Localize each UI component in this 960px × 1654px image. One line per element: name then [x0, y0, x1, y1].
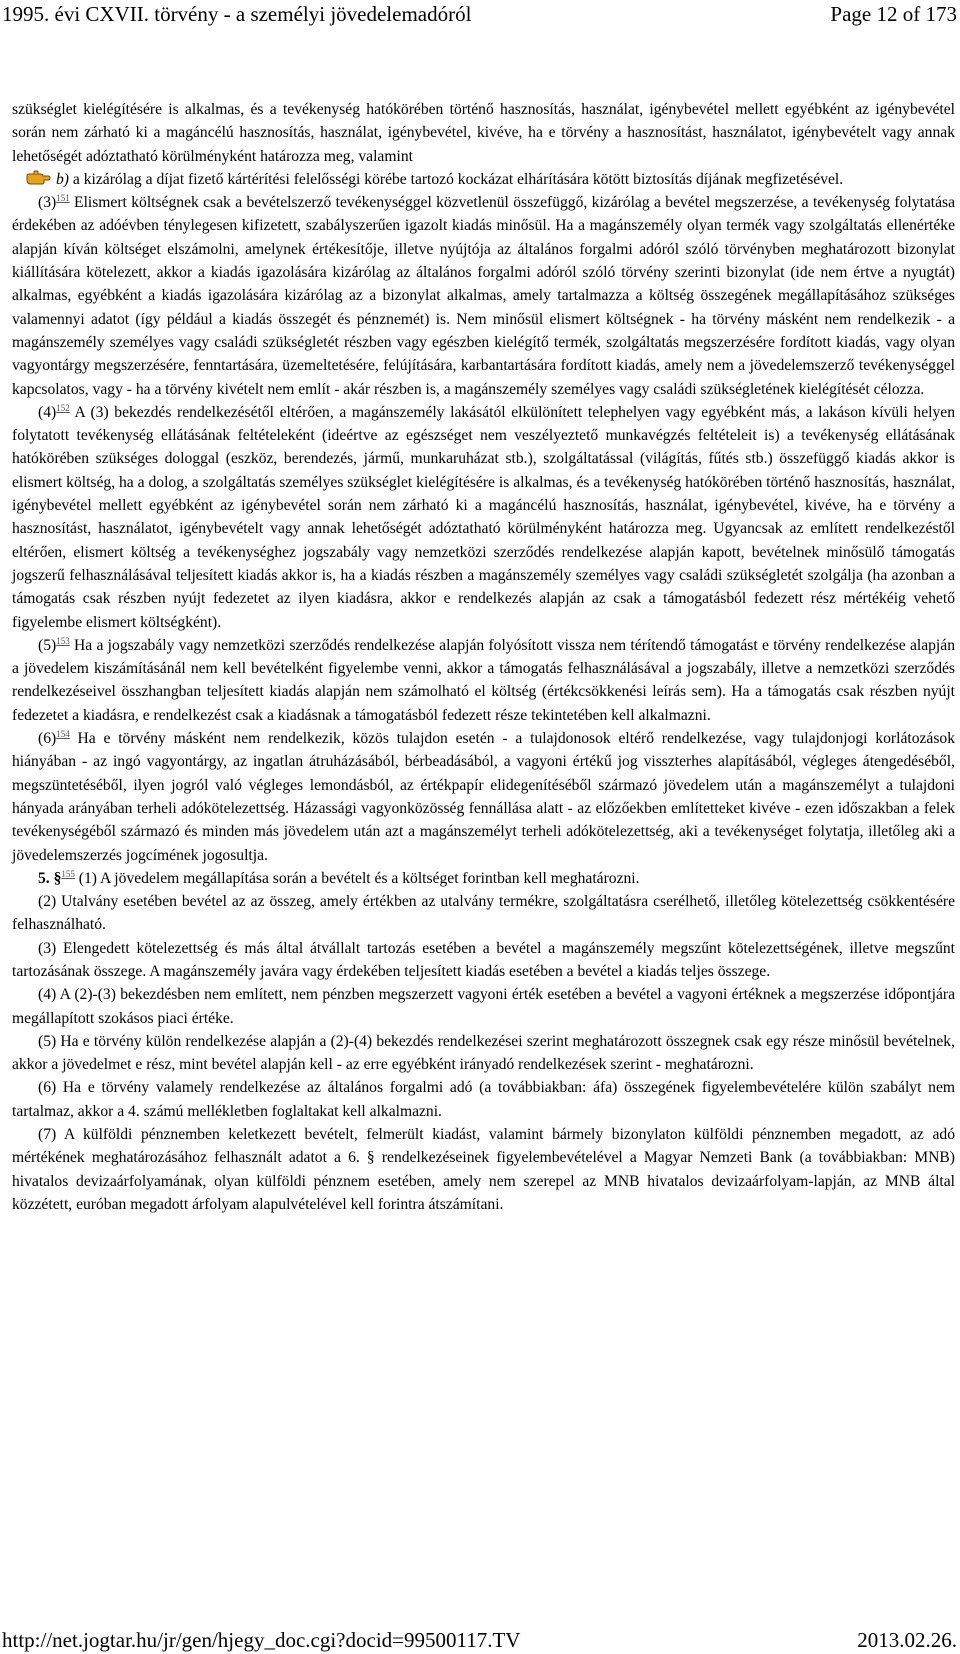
section-5-paragraph-1 — [12, 867, 955, 890]
page-indicator: Page 12 of 173 — [830, 2, 957, 26]
list-label: b) — [56, 170, 69, 188]
paragraph-4 — [12, 401, 955, 634]
paragraph-number: (4) — [38, 403, 57, 421]
document-date: 2013.02.26. — [857, 1628, 957, 1652]
paragraph-text: szükséglet kielégítésére is alkalmas, és a tevékenység hatókörében történő hasznosítás, használat, igénybevétel mellett egyébként az igénybevétel során nem zárható ki a magáncélú hasznosítás, használat, igénybevétel, kivéve, ha e törvény a hasznosítást, használatot, igénybevételt vagy annak lehetőségét adóztatható körülményként határozza meg, valamint — [12, 101, 955, 165]
paragraph-number: (3) — [38, 194, 57, 212]
paragraph-text: A (3) bekezdés rendelkezésétől eltérően, a magánszemély lakásától elkülönített telephelyen vagy egyébként más, a lakáson kívüli helyen folytatott tevékenység ellátásának feltételeként (ideértve az egészséget nem veszélyeztető munkavégzés feltételeit is) a tevékenység ellátásának hatókörében szükséges dologgal (eszköz, berendezés, jármű, munkaruházat stb.), szolgáltatással (világítás, fűtés stb.) összefüggő kiadás akkor is elismert költség, ha a dolog, a szolgáltatás személyes szükséglet kielégítésére is alkalmas, és a tevékenység hatókörében történő hasznosítás, használat, igénybevétel mellett egyébként az igénybevétel során nem zárható ki a magáncélú hasznosítás, használat, igénybevétel, kivéve, ha e törvény a hasznosítást, használatot, igénybevételt vagy annak lehetőségét adóztatható körülményként határozza meg. Ugyancsak az említett rendelkezéstől eltérően, elismert költség a tevékenységhez jogszabály vagy nemzetközi szerződés rendelkezése alapján kapott, bevételnek minősülő támogatás jogszerű felhasználásával teljesített kiadás akkor is, ha a kiadás részben a magánszemély személyes vagy családi szükségletét szolgálja (ha azonban a támogatás csak részben nyújt fedezetet az ilyen kiadásra, akkor e rendelkezés alapján az csak a támogatásból fedezett rész mértékéig vehető figyelembe elismert költségként). — [12, 403, 955, 631]
paragraph-6 — [12, 727, 955, 867]
section-heading: 5. § — [38, 869, 62, 887]
document-body — [12, 98, 955, 1216]
paragraph-text: (1) A jövedelem megállapítása során a bevételt és a költséget forintban kell meghatározni. — [74, 869, 640, 887]
page-header — [0, 0, 960, 30]
paragraph-text: Elismert költségnek csak a bevételszerző tevékenységgel közvetlenül összefüggő, kizárólag a bevétel megszerzése, a tevékenység folytatása érdekében az adóévben ténylegesen kifizetett, szabályszerűen igazolt kiadás minősül. Ha a magánszemély olyan termék vagy szolgáltatás ellenértéke alapján kíván költséget elszámolni, amelynek értékesítője, illetve nyújtója az általános forgalmi adóról szóló törvényben meghatározott bizonylat kiállítására kötelezett, akkor a kiadás igazolására kizárólag az általános forgalmi adóról szóló törvény szerinti bizonylat (ide nem értve a nyugtát) alkalmas, egyébként a kiadás igazolására kizárólag az a bizonylat alkalmas, amely tartalmazza a költség összegének megállapításához szükséges valamennyi adatot (így például a kiadás összegét és pénznemét) is. Nem minősül elismert költségnek - ha törvény másként nem rendelkezik - a magánszemély személyes vagy családi szükségletét részben vagy egészben kielégítő termék, szolgáltatás megszerzésére fordított kiadás, vagy olyan vagyontárgy megszerzésére, fenntartására, üzemeltetésére, felújítására, karbantartására fordított kiadás, amely nem a jövedelemszerző tevékenységgel kapcsolatos, vagy - ha a törvény kivételt nem említ - akár részben is, a magánszemély személyes vagy családi szükségletének kielégítését célozza. — [12, 194, 955, 398]
section-5-paragraph-5: (5) Ha e törvény külön rendelkezése alapján a (2)-(4) bekezdés rendelkezései szerint meghatározott összegnek csak egy része minősül bevételnek, akkor a jövedelmet e rész, mint bevétel alapján kell - az erre egyébként irányadó rendelkezések szerint - meghatározni. — [12, 1032, 955, 1074]
section-5-paragraph-7: (7) A külföldi pénznemben keletkezett bevételt, felmerült kiadást, valamint bármely bizonylaton külföldi pénznemben megadott, az adó mértékének meghatározásához felhasznált adatot a 6. § rendelkezéseinek figyelembevételével a Magyar Nemzeti Bank (a továbbiakban: MNB) hivatalos devizaárfolyamának, olyan külföldi pénznem esetében, amely nem szerepel az MNB hivatalos devizaárfolyam-lapján, az MNB által közzétett, euróban megadott árfolyam alapulvételével kell forintra átszámítani. — [12, 1126, 955, 1213]
page-footer — [0, 1626, 960, 1654]
source-url: http://net.jogtar.hu/jr/gen/hjegy_doc.cgi?docid=99500117.TV — [2, 1628, 521, 1652]
section-5-paragraph-3: (3) Elengedett kötelezettség és más által átvállalt tartozás esetében a bevétel a magánszemély megszűnt kötelezettségének, illetve megszűnt tartozásának összege. A magánszemély javára vagy érdekében teljesített kiadás esetében a bevétel a kiadás teljes összege. — [12, 939, 955, 980]
paragraph-text: Ha e törvény másként nem rendelkezik, közös tulajdon esetén - a tulajdonosok eltérő rendelkezése, vagy tulajdonjogi korlátozások hiányában - az ingó vagyontárgy, az ingatlan átruházásából, bérbeadásából, a vagyoni értékű jog visszterhes alapításából, végleges átengedéséből, megszüntetéséből, ilyen jogról való végleges lemondásból, az értékpapír elidegenítéséből származó jövedelem után a magánszemélyt a tulajdoni hányada arányában terheli adókötelezettség. Házassági vagyonközösség fennállása alatt - az előzőekben említetteket kivéve - ezen időszakban a felek tevékenységéből származó és minden más jövedelem után azt a magánszemélyt terheli adókötelezettség, aki a tevékenységet folytatja, illetőleg aki a jövedelemszerzés jogcímének jogosultja. — [12, 730, 955, 864]
footnote-link[interactable]: 151 — [56, 193, 70, 204]
footnote-link[interactable]: 155 — [61, 868, 75, 879]
paragraph-number: (6) — [38, 730, 57, 748]
section-5-paragraph-6: (6) Ha e törvény valamely rendelkezése az általános forgalmi adó (a továbbiakban: áfa) összegének figyelembevételére külön szabályt nem tartalmaz, akkor a 4. számú mellékletben foglaltakat kell alkalmazni. — [12, 1079, 955, 1120]
footnote-link[interactable]: 154 — [56, 729, 70, 740]
paragraph-3 — [12, 191, 955, 401]
paragraph-5 — [12, 634, 955, 727]
document-title: 1995. évi CXVII. törvény - a személyi jövedelemadóról — [2, 2, 472, 26]
footnote-link[interactable]: 152 — [56, 402, 70, 413]
paragraph-text: Ha a jogszabály vagy nemzetközi szerződés rendelkezése alapján folyósított vissza nem térítendő támogatást e törvény rendelkezése alapján a jövedelem kiszámításánál nem kell bevételként figyelembe venni, akkor a támogatás felhasználásával a jogszabály, illetve a nemzetközi szerződés rendelkezéseivel összhangban teljesített kiadás alapján nem számolható el költség (értékcsökkenési leírás sem). Ha a támogatás csak részben nyújt fedezetet a kiadásra, e rendelkezést csak a kiadásnak a támogatásból fedezett része tekintetében kell alkalmazni. — [12, 636, 955, 724]
paragraph-continuation — [12, 98, 955, 168]
section-5-paragraph-4: (4) A (2)-(3) bekezdésben nem említett, nem pénzben megszerzett vagyoni érték esetében a bevétel a vagyoni értéknek a megszerzése időpontjára megállapított szokásos piaci értéke. — [12, 986, 955, 1027]
pointing-hand-icon[interactable] — [26, 170, 52, 186]
paragraph-number: (5) — [38, 636, 57, 654]
paragraph-b — [12, 168, 955, 191]
paragraph-text: a kizárólag a díjat fizető kártérítési felelősségi körébe tartozó kockázat elhárítására kötött biztosítás díjának megfizetésével. — [69, 170, 844, 188]
footnote-link[interactable]: 153 — [56, 635, 70, 646]
section-5-paragraph-2: (2) Utalvány esetében bevétel az az összeg, amely értékben az utalvány termékre, szolgáltatásra cserélhető, illetőleg kötelezettség csökkentésére felhasználható. — [12, 893, 955, 934]
